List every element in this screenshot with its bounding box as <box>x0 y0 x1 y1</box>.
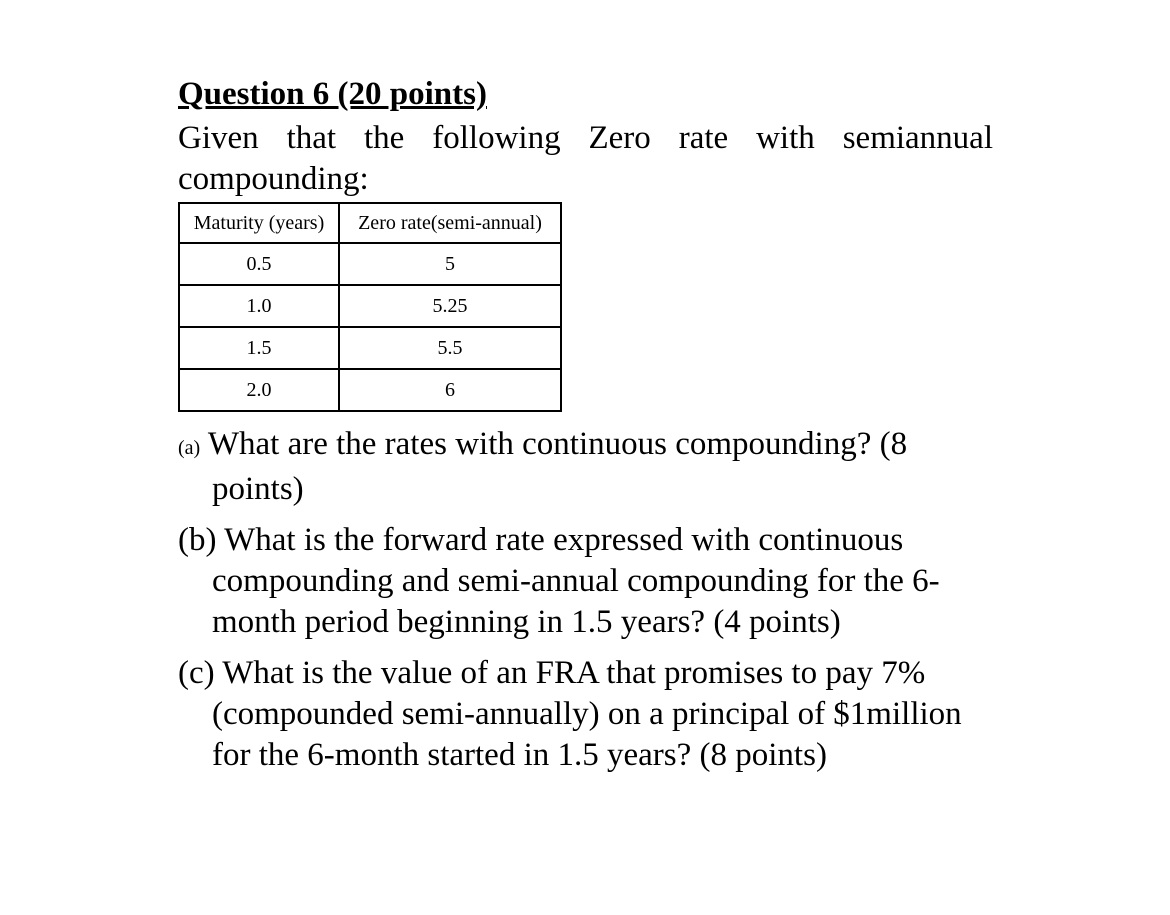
maturity-cell: 1.0 <box>179 285 339 327</box>
zero-rate-cell: 5.25 <box>339 285 561 327</box>
zero-rate-cell: 5 <box>339 243 561 285</box>
table-row <box>179 327 561 369</box>
question-page <box>178 70 993 786</box>
question-intro: Given that the following Zero rate with semiannual compounding: <box>178 120 993 197</box>
table-row <box>179 285 561 327</box>
part-c: (c) What is the value of an FRA that promises to pay 7% (compounded semi-annually) on a principal of $1million for the 6-month started in 1.5 years? (8 points) <box>178 655 962 773</box>
part-a-label: (a) <box>178 437 201 459</box>
part-a <box>178 424 993 510</box>
part-b: (b) What is the forward rate expressed with continuous compounding and semi-annual compounding for the 6-month period beginning in 1.5 years? (4 points) <box>178 522 940 640</box>
header-zero-rate: Zero rate(semi-annual) <box>339 203 561 243</box>
table-row <box>179 369 561 411</box>
zero-rate-cell: 6 <box>339 369 561 411</box>
table-header-row <box>179 203 561 243</box>
part-a-text: What are the rates with continuous compounding? (8 points) <box>200 426 908 507</box>
question-parts <box>178 424 993 776</box>
header-maturity: Maturity (years) <box>179 203 339 243</box>
maturity-cell: 2.0 <box>179 369 339 411</box>
zero-rate-table <box>178 202 562 412</box>
maturity-cell: 0.5 <box>179 243 339 285</box>
question-title: Question 6 (20 points) <box>178 76 487 112</box>
zero-rate-cell: 5.5 <box>339 327 561 369</box>
table-row <box>179 243 561 285</box>
maturity-cell: 1.5 <box>179 327 339 369</box>
